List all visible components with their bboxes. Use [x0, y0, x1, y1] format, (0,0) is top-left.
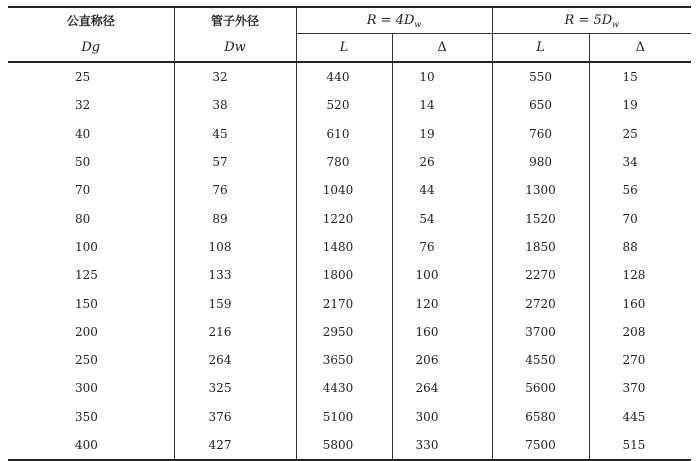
delta-r5-cell: 445 — [589, 403, 691, 431]
length-r5-cell: 650 — [492, 91, 589, 119]
table-row — [8, 403, 691, 431]
group-r5-prefix: R = 5 — [564, 12, 602, 28]
length-r5-cell: 6580 — [492, 403, 589, 431]
table-row — [8, 91, 691, 119]
delta-r4-cell: 100 — [392, 261, 492, 289]
nominal-diameter-cell: 350 — [75, 409, 98, 424]
length-r4-cell: 780 — [296, 148, 392, 176]
length-r5-cell: 2270 — [492, 261, 589, 289]
delta-r4-cell: 330 — [392, 431, 492, 460]
nominal-diameter-cell: 50 — [75, 155, 91, 170]
delta-r5-cell: 208 — [589, 318, 691, 346]
outer-diameter-cell: 216 — [174, 318, 296, 346]
outer-diameter-cell: 108 — [174, 233, 296, 261]
length-r5-cell: 7500 — [492, 431, 589, 460]
nominal-diameter-cell: 40 — [75, 126, 91, 141]
length-r5-cell: 3700 — [492, 318, 589, 346]
delta-r5-cell: 15 — [589, 62, 691, 91]
header-symbol-delta-r4: Δ — [392, 34, 492, 63]
length-r4-cell: 2950 — [296, 318, 392, 346]
length-r5-cell: 2720 — [492, 289, 589, 317]
delta-r5-cell: 515 — [589, 431, 691, 460]
length-r4-cell: 1480 — [296, 233, 392, 261]
length-r4-cell: 3650 — [296, 346, 392, 374]
length-r5-cell: 550 — [492, 62, 589, 91]
header-group-r5 — [492, 7, 691, 34]
table-row — [8, 346, 691, 374]
delta-r4-cell: 54 — [392, 204, 492, 232]
group-r4-var: D — [403, 12, 415, 28]
length-r5-cell: 1850 — [492, 233, 589, 261]
delta-r4-cell: 26 — [392, 148, 492, 176]
header-nominal-diameter: 公直称径 — [8, 7, 174, 34]
delta-r5-cell: 370 — [589, 374, 691, 402]
header-symbol-l-r4: L — [296, 34, 392, 63]
table-row — [8, 431, 691, 460]
table-row — [8, 176, 691, 204]
length-r5-cell: 5600 — [492, 374, 589, 402]
length-r5-cell: 4550 — [492, 346, 589, 374]
delta-r4-cell: 76 — [392, 233, 492, 261]
outer-diameter-cell: 264 — [174, 346, 296, 374]
group-r4-prefix: R = 4 — [366, 12, 404, 28]
header-group-r4 — [296, 7, 492, 34]
delta-r5-cell: 270 — [589, 346, 691, 374]
delta-r5-cell: 56 — [589, 176, 691, 204]
outer-diameter-cell: 133 — [174, 261, 296, 289]
length-r4-cell: 1040 — [296, 176, 392, 204]
delta-r4-cell: 206 — [392, 346, 492, 374]
header-symbol-delta-r5: Δ — [589, 34, 691, 63]
pipe-bend-table — [8, 6, 691, 461]
delta-r5-cell: 70 — [589, 204, 691, 232]
delta-r5-cell: 19 — [589, 91, 691, 119]
delta-r4-cell: 10 — [392, 62, 492, 91]
length-r4-cell: 1800 — [296, 261, 392, 289]
group-r5-var: D — [601, 12, 613, 28]
length-r4-cell: 610 — [296, 120, 392, 148]
delta-r5-cell: 25 — [589, 120, 691, 148]
header-symbol-dw: Dw — [174, 34, 296, 63]
length-r4-cell: 520 — [296, 91, 392, 119]
table-row — [8, 318, 691, 346]
outer-diameter-cell: 45 — [174, 120, 296, 148]
length-r4-cell: 2170 — [296, 289, 392, 317]
nominal-diameter-cell: 125 — [75, 268, 98, 283]
nominal-diameter-cell: 400 — [8, 431, 174, 460]
delta-r5-cell: 128 — [589, 261, 691, 289]
length-r4-cell: 4430 — [296, 374, 392, 402]
delta-r5-cell: 34 — [589, 148, 691, 176]
group-r4-sub: w — [414, 19, 422, 29]
table-row — [8, 374, 691, 402]
outer-diameter-cell: 427 — [174, 431, 296, 460]
delta-r4-cell: 264 — [392, 374, 492, 402]
outer-diameter-cell: 57 — [174, 148, 296, 176]
nominal-diameter-cell: 200 — [75, 324, 98, 339]
outer-diameter-cell: 376 — [174, 403, 296, 431]
outer-diameter-cell: 159 — [174, 289, 296, 317]
nominal-diameter-cell: 32 — [75, 98, 91, 113]
outer-diameter-cell: 32 — [174, 62, 296, 91]
delta-r4-cell: 19 — [392, 120, 492, 148]
nominal-diameter-cell: 300 — [75, 381, 98, 396]
nominal-diameter-cell: 25 — [75, 70, 91, 85]
table-body — [8, 62, 691, 460]
delta-r5-cell: 88 — [589, 233, 691, 261]
delta-r5-cell: 160 — [589, 289, 691, 317]
group-r5-sub: w — [612, 19, 620, 29]
outer-diameter-cell: 89 — [174, 204, 296, 232]
delta-r4-cell: 160 — [392, 318, 492, 346]
nominal-diameter-cell: 150 — [75, 296, 98, 311]
delta-r4-cell: 300 — [392, 403, 492, 431]
length-r4-cell: 440 — [296, 62, 392, 91]
table-row — [8, 120, 691, 148]
nominal-diameter-cell: 70 — [75, 183, 91, 198]
outer-diameter-cell: 325 — [174, 374, 296, 402]
length-r5-cell: 760 — [492, 120, 589, 148]
length-r5-cell: 980 — [492, 148, 589, 176]
table-row — [8, 233, 691, 261]
length-r4-cell: 1220 — [296, 204, 392, 232]
table-row — [8, 62, 691, 91]
header-outer-diameter: 管子外径 — [174, 7, 296, 34]
outer-diameter-cell: 38 — [174, 91, 296, 119]
table-row — [8, 204, 691, 232]
table-row — [8, 148, 691, 176]
outer-diameter-cell: 76 — [174, 176, 296, 204]
nominal-diameter-cell: 100 — [75, 239, 98, 254]
nominal-diameter-cell: 80 — [75, 211, 91, 226]
table-row — [8, 289, 691, 317]
length-r5-cell: 1520 — [492, 204, 589, 232]
length-r5-cell: 1300 — [492, 176, 589, 204]
nominal-diameter-cell: 250 — [75, 353, 98, 368]
header-symbol-l-r5: L — [492, 34, 589, 63]
length-r4-cell: 5100 — [296, 403, 392, 431]
delta-r4-cell: 14 — [392, 91, 492, 119]
length-r4-cell: 5800 — [296, 431, 392, 460]
delta-r4-cell: 44 — [392, 176, 492, 204]
header-symbol-dg: Dg — [8, 34, 174, 63]
delta-r4-cell: 120 — [392, 289, 492, 317]
table-row — [8, 261, 691, 289]
